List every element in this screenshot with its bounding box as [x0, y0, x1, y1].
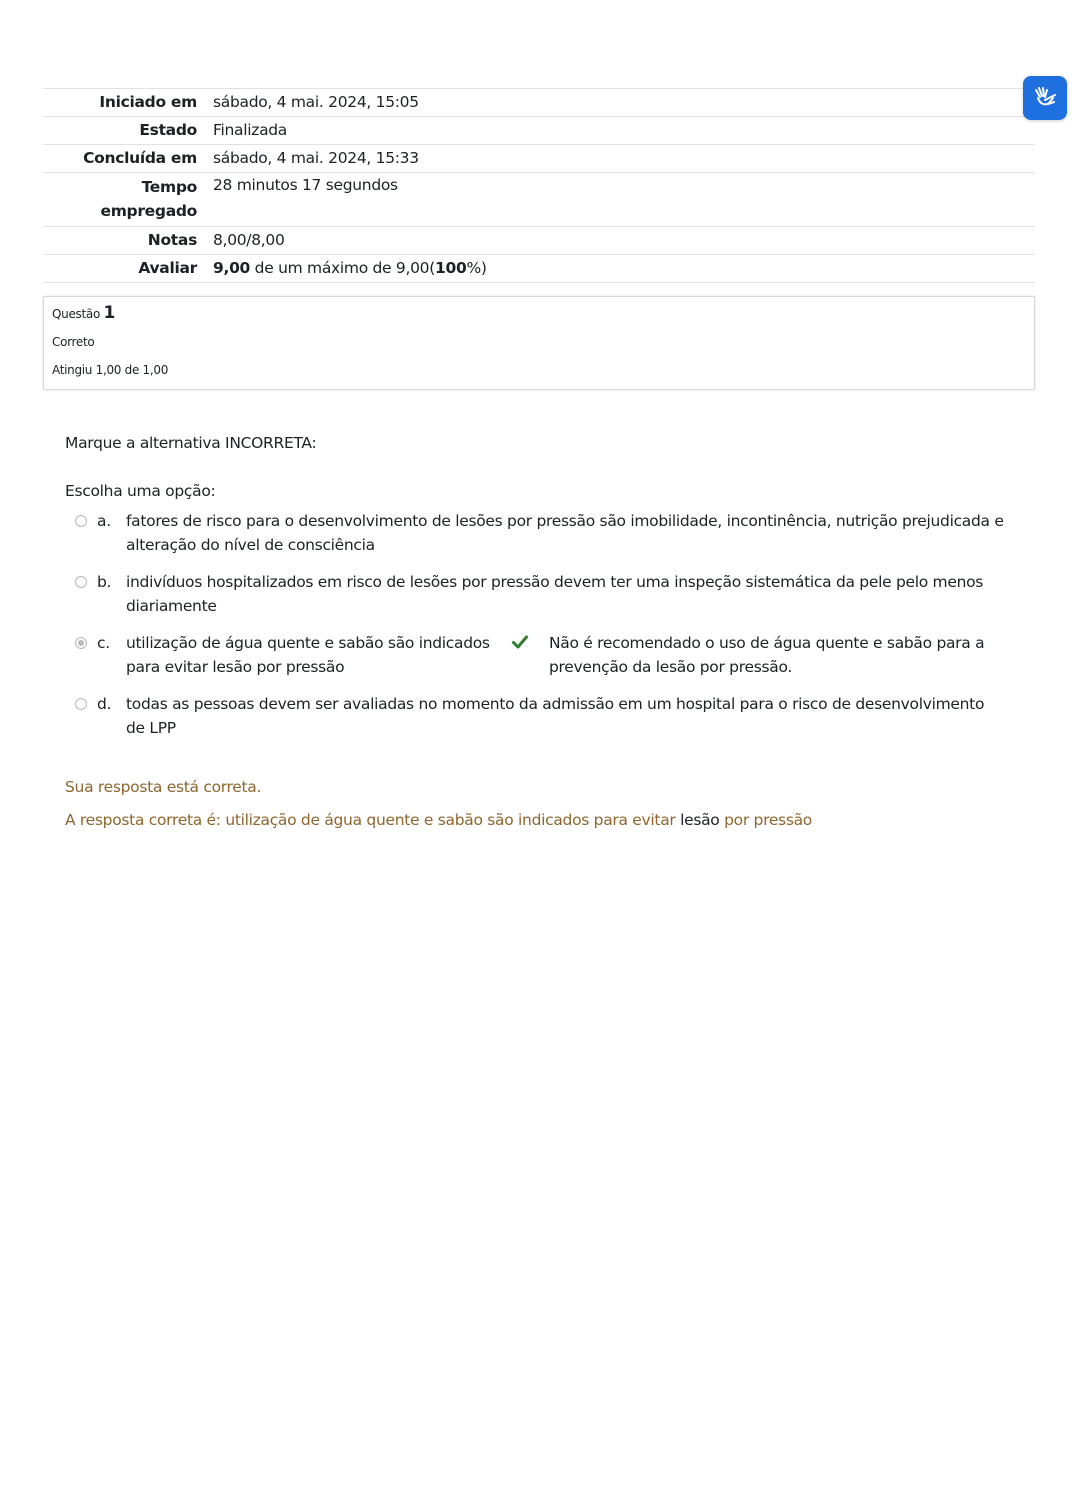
grade-middle: de um máximo de 9,00( [250, 259, 435, 277]
radio-button-selected[interactable] [75, 637, 87, 649]
answer-letter: b. [97, 573, 112, 591]
summary-row-state [43, 117, 1035, 145]
summary-value: sábado, 4 mai. 2024, 15:33 [213, 149, 419, 167]
summary-row-marks [43, 227, 1035, 255]
summary-label: Avaliar [138, 259, 197, 277]
grade-suffix: %) [466, 259, 487, 277]
summary-value [205, 255, 1035, 283]
summary-label: Notas [147, 231, 197, 249]
summary-row-started [43, 89, 1035, 117]
outcome-result: Sua resposta está correta. [65, 778, 262, 796]
summary-row-grade [43, 255, 1035, 283]
summary-value: 28 minutos 17 segundos [213, 176, 398, 194]
answer-prompt: Escolha uma opção: [65, 482, 216, 500]
answer-text: fatores de risco para o desenvolvimento de lesões por pressão são imobilidade, incontinência, nutrição prejudicada e alteração do nível de consciência [126, 512, 1004, 554]
quiz-summary-table [43, 88, 1035, 283]
sign-language-icon [1031, 84, 1059, 112]
question-state: Correto [52, 335, 95, 349]
summary-value: sábado, 4 mai. 2024, 15:05 [213, 93, 419, 111]
summary-label: Concluída em [83, 149, 197, 167]
summary-label: Iniciado em [99, 93, 197, 111]
radio-button[interactable] [75, 576, 87, 588]
question-number [52, 303, 115, 323]
summary-label: Tempo empregado [100, 178, 197, 220]
radio-button[interactable] [75, 698, 87, 710]
question-grade: Atingiu 1,00 de 1,00 [52, 363, 169, 377]
summary-row-time-taken [43, 173, 1035, 227]
correct-check-icon [512, 635, 528, 649]
answer-feedback: Não é recomendado o uso de água quente e sabão para a prevenção da lesão por pressão. [549, 634, 985, 676]
question-text: Marque a alternativa INCORRETA: [65, 434, 317, 452]
summary-value: Finalizada [213, 121, 288, 139]
answer-letter: c. [97, 634, 110, 652]
outcome-right-answer [65, 811, 812, 829]
grade-percent: 100 [434, 259, 467, 277]
right-answer-prefix: A resposta correta é: utilização de água quente e sabão são indicados para evitar [65, 811, 681, 829]
answer-letter: d. [97, 695, 112, 713]
summary-value: 8,00/8,00 [213, 231, 285, 249]
question-label: Questão [52, 307, 100, 321]
summary-label: Estado [139, 121, 197, 139]
radio-button[interactable] [75, 515, 87, 527]
answer-text: todas as pessoas devem ser avaliadas no momento da admissão em um hospital para o risco de desenvolvimento de LPP [126, 695, 985, 737]
right-answer-highlight: lesão [680, 811, 720, 829]
grade-score: 9,00 [213, 259, 251, 277]
accessibility-libras-button[interactable] [1023, 76, 1067, 120]
answer-text: utilização de água quente e sabão são indicados para evitar lesão por pressão [126, 634, 490, 676]
summary-row-completed [43, 145, 1035, 173]
right-answer-suffix: por pressão [719, 811, 812, 829]
question-info-box [43, 296, 1035, 390]
question-number-value: 1 [103, 303, 116, 323]
answer-letter: a. [97, 512, 111, 530]
answer-text: indivíduos hospitalizados em risco de lesões por pressão devem ter uma inspeção sistemática da pele pelo menos diariamente [126, 573, 984, 615]
